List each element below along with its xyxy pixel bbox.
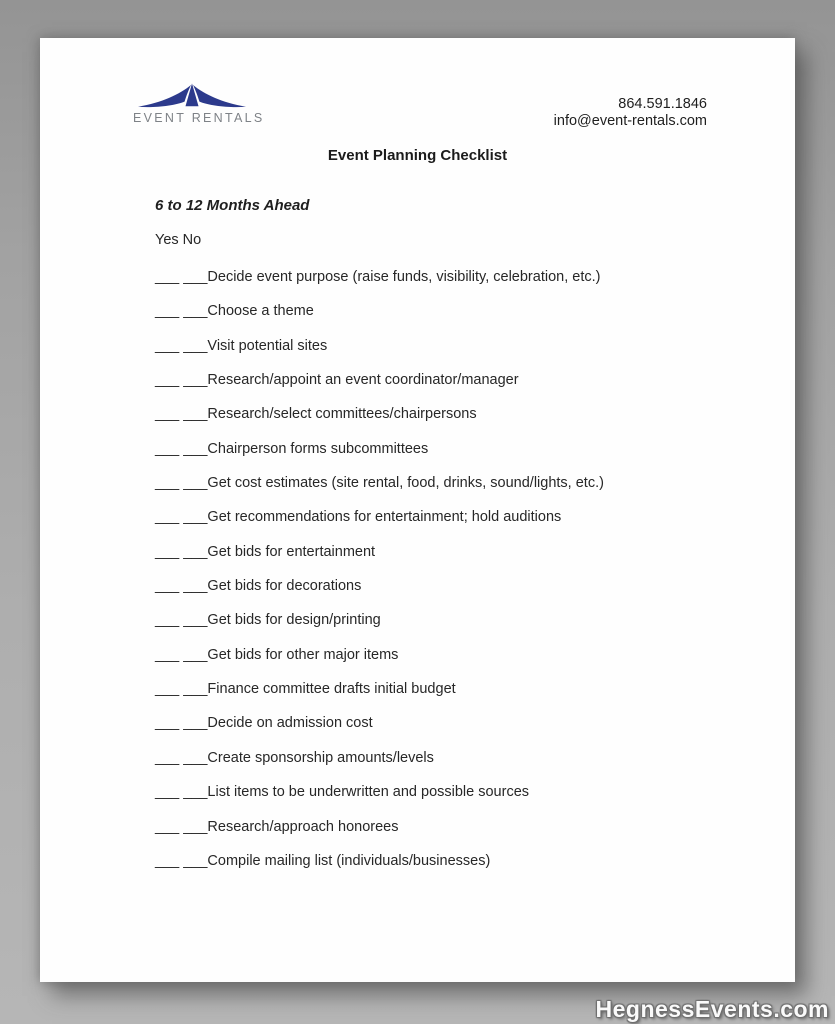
checklist-item <box>155 294 755 328</box>
checklist-item <box>155 603 755 637</box>
item-text: Decide event purpose (raise funds, visibility, celebration, etc.) <box>207 269 601 285</box>
item-text: Get bids for other major items <box>207 646 399 663</box>
checklist-item <box>155 638 755 672</box>
yes-no-blanks: ___ ___ <box>155 612 208 629</box>
checklist-item <box>155 672 755 706</box>
checklist-item <box>155 569 755 603</box>
item-text: Research/select committees/chairpersons <box>207 406 477 423</box>
checklist-item <box>155 535 755 569</box>
checklist-item <box>155 741 755 775</box>
item-text: Research/approach honorees <box>207 818 399 835</box>
email-address: info@event-rentals.com <box>553 113 707 129</box>
yes-no-blanks: ___ ___ <box>155 372 208 389</box>
section-heading: 6 to 12 Months Ahead <box>155 197 310 214</box>
item-text: List items to be underwritten and possible sources <box>207 784 530 801</box>
item-text: Get bids for entertainment <box>207 543 376 560</box>
yes-no-blanks: ___ ___ <box>155 852 208 869</box>
item-text: Choose a theme <box>207 303 314 320</box>
company-logo <box>133 83 265 125</box>
column-labels: Yes No <box>155 232 202 248</box>
checklist-item <box>155 810 755 844</box>
item-text: Research/appoint an event coordinator/manager <box>207 372 519 389</box>
yes-no-blanks: ___ ___ <box>155 337 208 354</box>
item-text: Get cost estimates (site rental, food, drinks, sound/lights, etc.) <box>207 475 604 492</box>
yes-no-blanks: ___ ___ <box>155 818 208 835</box>
item-text: Get recommendations for entertainment; hold auditions <box>207 509 562 526</box>
yes-no-blanks: ___ ___ <box>155 749 208 766</box>
checklist-item <box>155 775 755 809</box>
yes-no-blanks: ___ ___ <box>155 406 208 423</box>
item-text: Visit potential sites <box>207 337 328 354</box>
checklist-item <box>155 363 755 397</box>
yes-no-blanks: ___ ___ <box>155 543 208 560</box>
yes-no-blanks: ___ ___ <box>155 715 208 732</box>
item-text: Get bids for design/printing <box>207 612 381 629</box>
checklist <box>155 260 755 878</box>
yes-no-blanks: ___ ___ <box>155 303 208 320</box>
checklist-item <box>155 432 755 466</box>
tent-icon <box>133 83 251 110</box>
yes-no-blanks: ___ ___ <box>155 440 208 457</box>
yes-no-blanks: ___ ___ <box>155 578 208 595</box>
checklist-item <box>155 466 755 500</box>
item-text: Get bids for decorations <box>207 578 362 595</box>
item-text: Compile mailing list (individuals/businesses) <box>207 852 491 869</box>
checklist-item <box>155 500 755 534</box>
checklist-item <box>155 397 755 431</box>
yes-no-blanks: ___ ___ <box>155 475 208 492</box>
yes-no-blanks: ___ ___ <box>155 509 208 526</box>
item-text: Create sponsorship amounts/levels <box>207 749 434 766</box>
checklist-item <box>155 844 755 878</box>
checklist-item <box>155 329 755 363</box>
document-title: Event Planning Checklist <box>327 147 508 164</box>
item-text: Chairperson forms subcommittees <box>207 440 429 457</box>
yes-no-blanks: ___ ___ <box>155 269 208 285</box>
yes-no-blanks: ___ ___ <box>155 646 208 663</box>
contact-info <box>554 96 707 130</box>
watermark: HegnessEvents.com <box>595 996 829 1022</box>
yes-no-blanks: ___ ___ <box>155 681 208 698</box>
item-text: Decide on admission cost <box>207 715 373 732</box>
phone-number: 864.591.1846 <box>618 96 707 112</box>
logo-text: EVENT RENTALS <box>133 111 265 125</box>
item-text: Finance committee drafts initial budget <box>207 681 456 698</box>
checklist-item <box>155 260 755 294</box>
yes-no-blanks: ___ ___ <box>155 784 208 801</box>
checklist-item <box>155 706 755 740</box>
document-page <box>40 38 795 982</box>
